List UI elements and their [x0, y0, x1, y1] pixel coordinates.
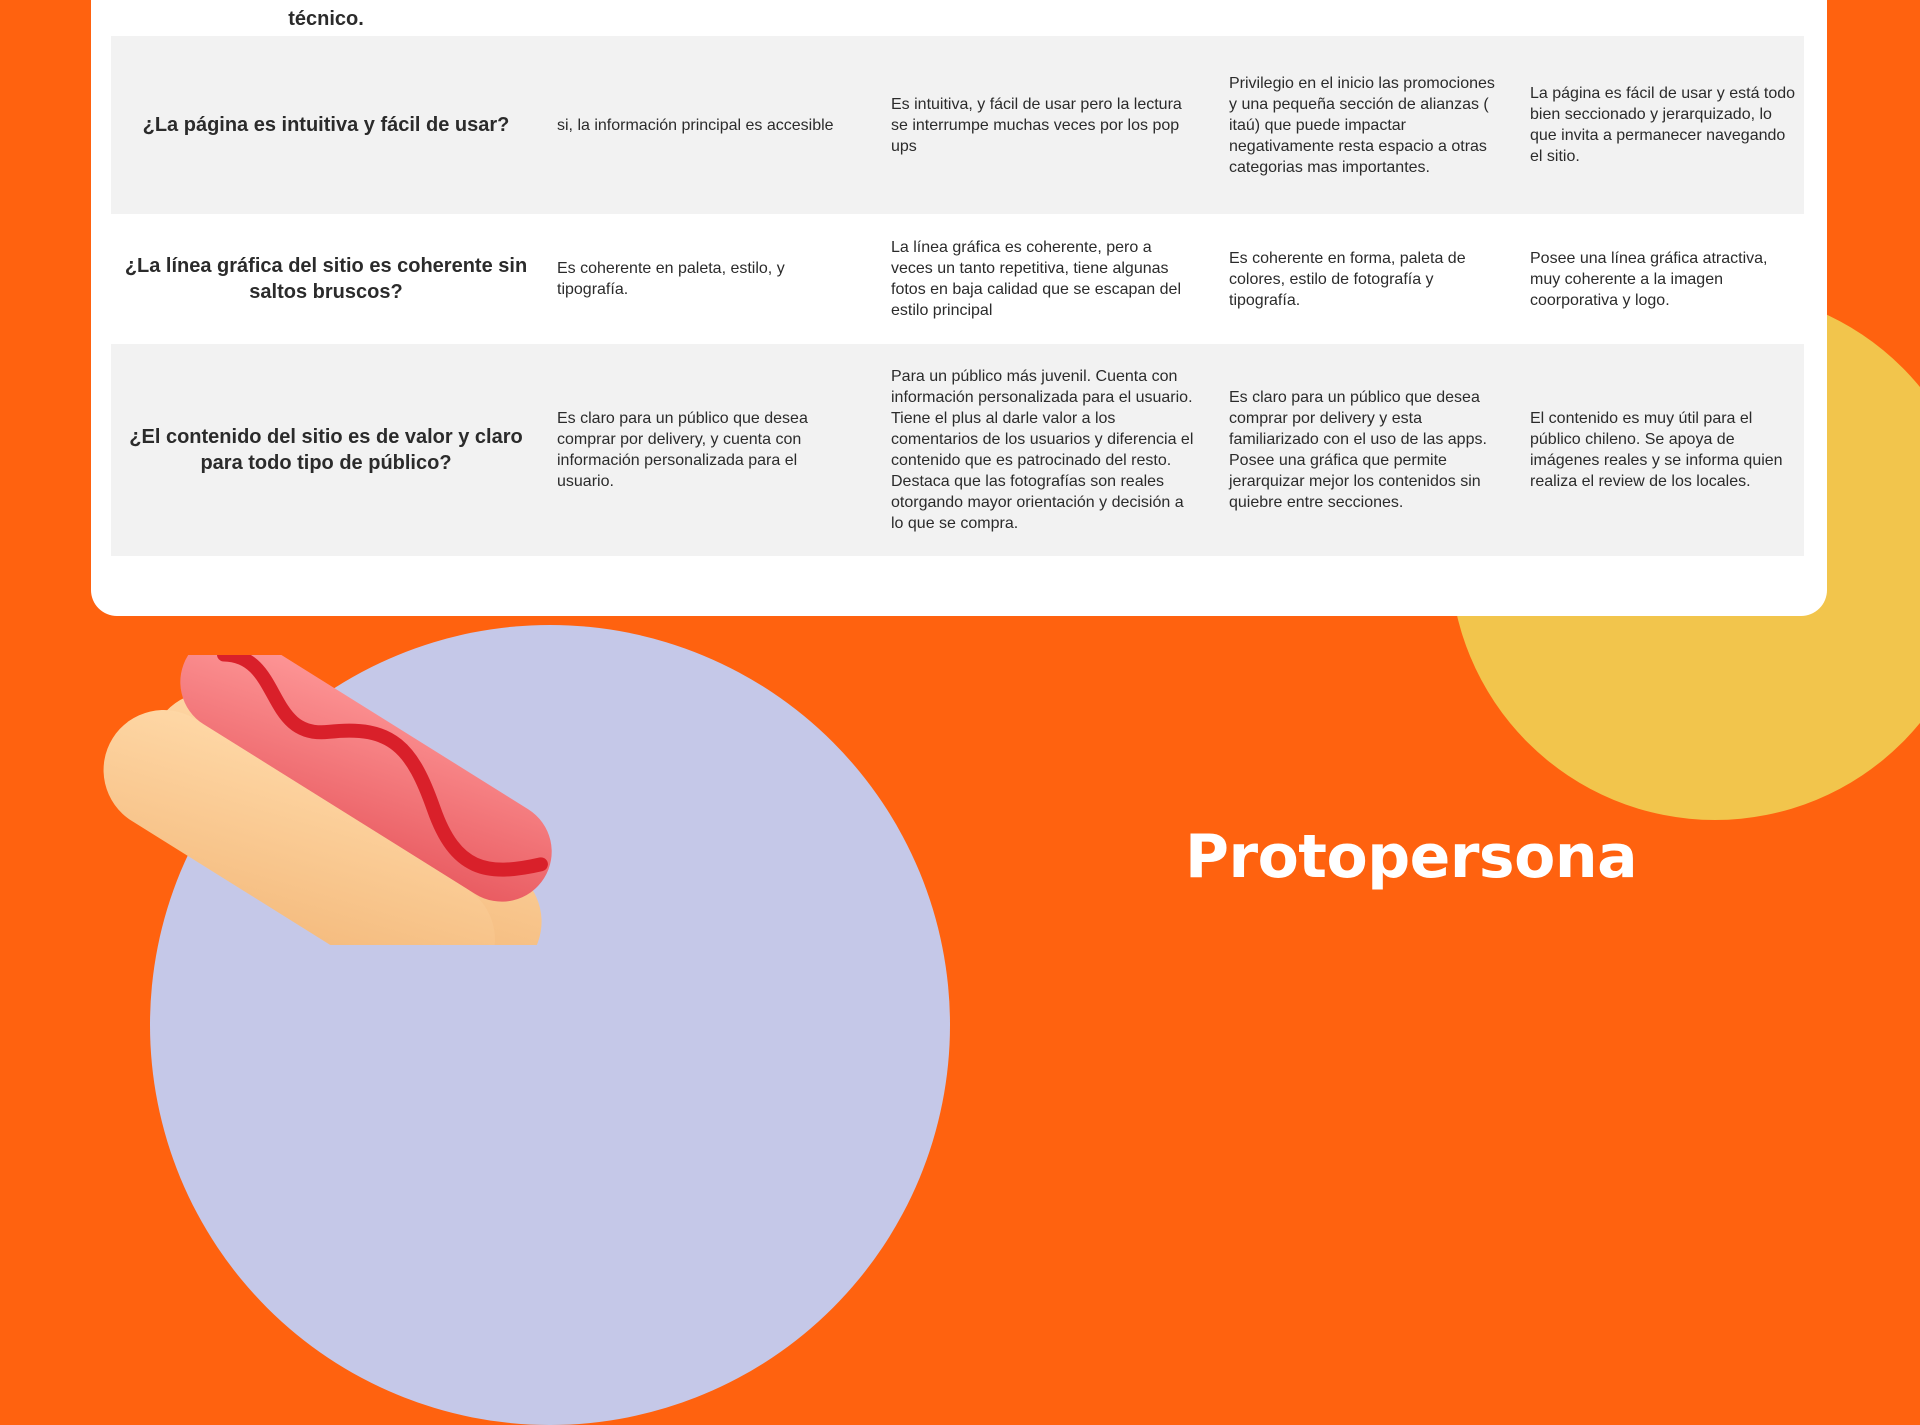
row-question: técnico.: [288, 8, 364, 30]
row-question: ¿La línea gráfica del sitio es coherente sin saltos bruscos?: [124, 255, 528, 303]
section-title: Protopersona: [1185, 822, 1638, 892]
table-row: [111, 36, 1804, 214]
hotdog-illustration: [95, 655, 555, 945]
answer-cell: Es coherente en forma, paleta de colores, estilo de fotografía y tipografía.: [1229, 249, 1466, 309]
answer-cell: Es claro para un público que desea comprar por delivery y esta familiarizado con el uso de las apps. Posee una gráfica que permite jerarquizar mejor los contenidos sin quiebre entre secciones.: [1229, 389, 1487, 511]
table-row: [111, 214, 1804, 344]
answer-cell: La página es fácil de usar y está todo bien seccionado y jerarquizado, lo que invita a permanecer navegando el sitio.: [1530, 85, 1796, 165]
answer-cell: Es intuitiva, y fácil de usar pero la lectura se interrumpe muchas veces por los pop ups: [891, 95, 1182, 155]
answer-cell: Para un público más juvenil. Cuenta con información personalizada para el usuario. Tiene el plus al darle valor a los comentarios de los usuarios y diferencia el contenido que es patrocinado del resto. Destaca que las fotografías son reales otorgando mayor orientación y decisión a lo que se compra.: [891, 368, 1194, 532]
row-question: ¿El contenido del sitio es de valor y claro para todo tipo de público?: [129, 426, 523, 474]
answer-cell: La línea gráfica es coherente, pero a veces un tanto repetitiva, tiene algunas fotos en baja calidad que se escapan del estilo principal: [891, 239, 1181, 319]
row-question: ¿La página es intuitiva y fácil de usar?: [142, 114, 510, 136]
table-row: [111, 344, 1804, 556]
answer-cell: si, la información principal es accesible: [557, 116, 834, 134]
answer-cell: Privilegio en el inicio las promociones y una pequeña sección de alianzas ( itaú) que puede impactar negativamente resta espacio a otras categorias mas importantes.: [1229, 74, 1495, 176]
table-row: [111, 0, 1804, 36]
answer-cell: Posee una línea gráfica atractiva, muy coherente a la imagen coorporativa y logo.: [1530, 249, 1768, 309]
answer-cell: Es claro para un público que desea comprar por delivery, y cuenta con información personalizada para el usuario.: [557, 410, 808, 490]
answer-cell: Es coherente en paleta, estilo, y tipografía.: [557, 260, 785, 298]
answer-cell: El contenido es muy útil para el público chileno. Se apoya de imágenes reales y se informa quien realiza el review de los locales.: [1530, 410, 1783, 490]
comparison-card: [91, 0, 1827, 616]
